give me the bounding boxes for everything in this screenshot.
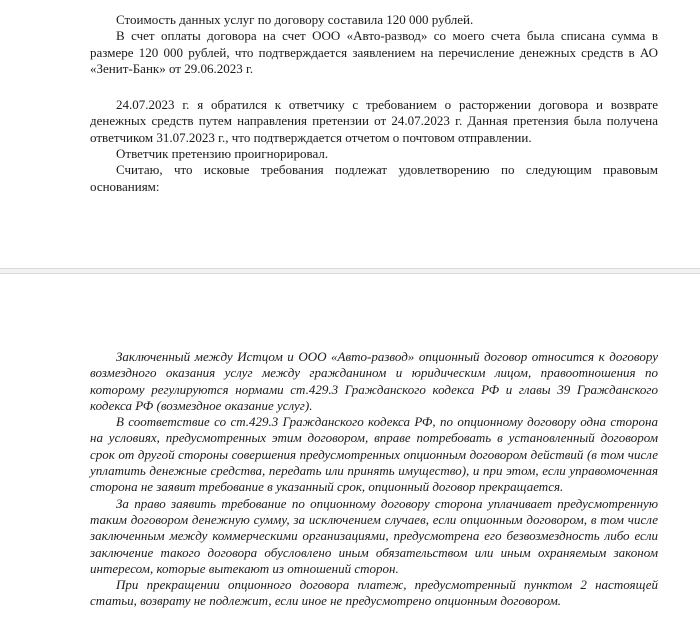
paragraph-spacer xyxy=(90,77,658,97)
paragraph-right-to-claim: За право заявить требование по опционному договору сторона уплачивает предусмотренную таким договором денежную сумму, за исключением случаев, если опционным договором, в том числе заключенным между коммерческими организациями, предусмотрена его безвозмездность либо если заключение такого договора обусловлено иным обязательством или иным охраняемым законом интересом, которые вытекают из отношений сторон. xyxy=(90,495,658,576)
paragraph-termination: При прекращении опционного договора платеж, предусмотренный пунктом 2 настоящей статьи, возврату не подлежит, если иное не предусмотрено опционным договором. xyxy=(90,577,658,609)
paragraph-article-429: В соответствие со ст.429.3 Гражданского кодекса РФ, по опционному договору одна сторона на условиях, предусмотренных этим договором, вправе потребовать в установленный договором срок от другой стороны совершения предусмотренных опционным договором действий (в том числе уплатить денежные средства, передать или принять имущество), и при этом, если управомоченная сторона не заявит требование в указанный срок, опционный договор прекращается. xyxy=(90,414,658,495)
paragraph-service-cost: Стоимость данных услуг по договору составила 120 000 рублей. xyxy=(116,12,474,27)
paragraph-option-contract: Заключенный между Истцом и ООО «Авто-развод» опционный договор относится к договору возмездного оказания услуг между гражданином и юридическим лицом, правоотношения по которому регулируются нормами ст.429.3 Гражданского кодекса РФ и главы 39 Гражданского кодекса РФ (возмездное оказание услуг). xyxy=(90,349,658,413)
page-1-text xyxy=(90,12,658,195)
page-2-text xyxy=(90,349,658,610)
document-page-1 xyxy=(0,0,700,268)
paragraph-grounds: Считаю, что исковые требования подлежат удовлетворению по следующим правовым основаниям: xyxy=(90,162,658,194)
paragraph-claim: 24.07.2023 г. я обратился к ответчику с требованием о расторжении договора и возврате денежных средств путем направления претензии от 24.07.2023 г. Данная претензия была получена ответчиком 31.07.2023 г., что подтверждается отчетом о почтовом отправлении. xyxy=(90,97,658,145)
paragraph-ignored: Ответчик претензию проигнорировал. xyxy=(116,146,329,162)
paragraph-payment: В счет оплаты договора на счет ООО «Авто-развод» со моего счета была списана сумма в размере 120 000 рублей, что подтверждается заявлением на перечисление денежных средств в АО «Зенит-Банк» от 29.06.2023 г. xyxy=(90,28,658,76)
